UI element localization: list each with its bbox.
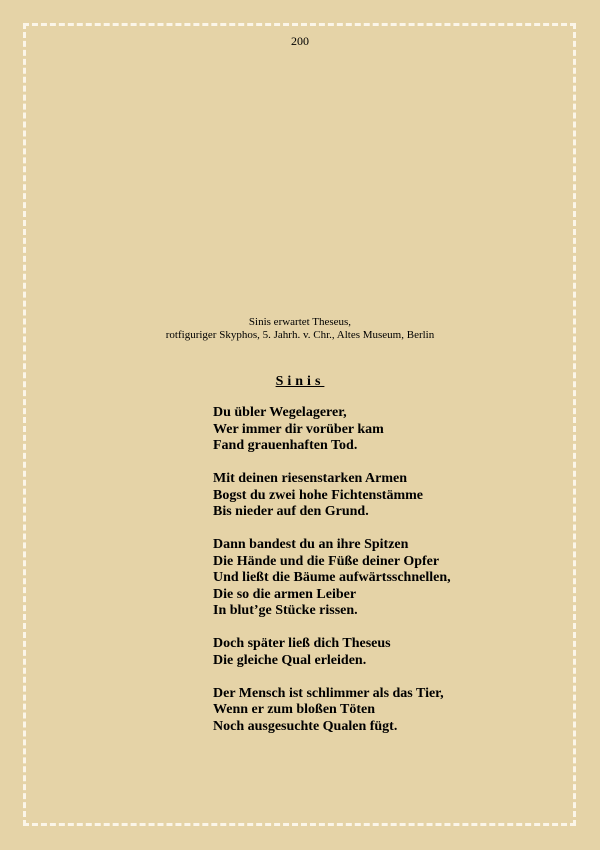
poem-line: Wenn er zum bloßen Töten [213,702,376,717]
stanza-4 [213,636,573,669]
poem-line: Die Hände und die Füße deiner Opfer [213,553,440,569]
poem-line: Mit deinen riesenstarken Armen [213,471,408,486]
poem-line: Bis nieder auf den Grund. [213,504,369,519]
stanza-1 [213,405,573,455]
stanza-2 [213,471,573,521]
poem-line: Wer immer dir vorüber kam [213,421,384,437]
page-number: 200 [291,34,309,48]
poem-line: Fand grauenhaften Tod. [213,438,358,453]
caption-line-1: Sinis erwartet Theseus, [248,316,352,328]
poem-line: Der Mensch ist schlimmer als das Tier, [213,685,444,701]
image-caption [0,316,600,342]
poem-line: Du übler Wegelagerer, [213,405,347,420]
poem-line: Noch ausgesuchte Qualen fügt. [213,718,398,734]
poem-line: Die so die armen Leiber [213,586,357,602]
poem-line: Und ließt die Bäume aufwärtsschnellen, [213,570,451,585]
poem-title: Sinis [275,374,325,389]
stanza-3 [213,537,573,620]
poem-line: Bogst du zwei hohe Fichtenstämme [213,487,423,503]
caption-line-2: rotfiguriger Skyphos, 5. Jahrh. v. Chr., Altes Museum, Berlin [165,329,435,341]
poem-line: Doch später ließ dich Theseus [213,636,391,651]
poem-line: In blut’ge Stücke rissen. [213,603,358,618]
poem-body [213,405,573,752]
poem-line: Die gleiche Qual erleiden. [213,652,367,668]
poem-line: Dann bandest du an ihre Spitzen [213,537,409,552]
stanza-5 [213,686,573,736]
